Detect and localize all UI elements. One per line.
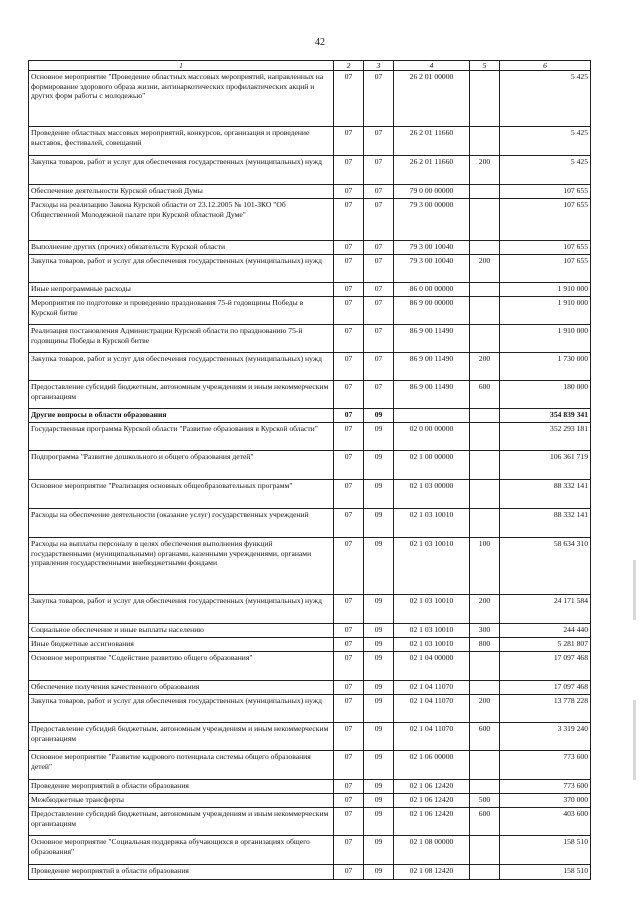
row-target-article: 86 9 00 11490 bbox=[394, 325, 470, 353]
row-expense-type bbox=[470, 199, 500, 241]
row-name: Закупка товаров, работ и услуг для обеспечения государственных (муниципальных) нужд bbox=[29, 156, 334, 185]
row-name: Предоставление субсидий бюджетным, автономным учреждениям и иным некоммерческим организациям bbox=[29, 808, 334, 836]
row-expense-type: 100 bbox=[470, 538, 500, 595]
row-section: 07 bbox=[334, 325, 364, 353]
row-expense-type: 800 bbox=[470, 638, 500, 652]
row-name: Иные бюджетные ассигнования bbox=[29, 638, 334, 652]
table-row bbox=[29, 780, 591, 794]
row-section: 07 bbox=[334, 381, 364, 409]
row-name: Проведение мероприятий в области образования bbox=[29, 780, 334, 794]
row-expense-type: 600 bbox=[470, 723, 500, 751]
row-expense-type: 300 bbox=[470, 624, 500, 638]
row-section: 07 bbox=[334, 480, 364, 509]
row-amount: 107 655 bbox=[500, 199, 591, 241]
row-subsection: 09 bbox=[364, 865, 394, 880]
row-section: 07 bbox=[334, 652, 364, 681]
row-expense-type bbox=[470, 71, 500, 127]
row-section: 07 bbox=[334, 509, 364, 538]
row-section: 07 bbox=[334, 751, 364, 780]
row-subsection: 09 bbox=[364, 638, 394, 652]
row-target-article: 02 1 06 00000 bbox=[394, 751, 470, 780]
row-amount: 17 097 468 bbox=[500, 681, 591, 695]
row-target-article: 86 0 00 00000 bbox=[394, 283, 470, 297]
header-col-subsection: 3 bbox=[364, 61, 394, 71]
row-subsection: 09 bbox=[364, 624, 394, 638]
row-target-article: 26 2 01 11660 bbox=[394, 127, 470, 156]
row-subsection: 07 bbox=[364, 199, 394, 241]
row-target-article: 02 1 03 10010 bbox=[394, 638, 470, 652]
row-amount: 107 655 bbox=[500, 241, 591, 255]
row-section: 07 bbox=[334, 241, 364, 255]
row-target-article: 02 1 08 00000 bbox=[394, 836, 470, 865]
row-subsection: 09 bbox=[364, 681, 394, 695]
scan-edge-mark bbox=[633, 700, 636, 780]
row-expense-type bbox=[470, 185, 500, 199]
row-amount: 1 910 000 bbox=[500, 297, 591, 325]
row-target-article: 79 3 00 00000 bbox=[394, 199, 470, 241]
table-row bbox=[29, 595, 591, 624]
row-name: Основное мероприятие "Содействие развитию общего образования" bbox=[29, 652, 334, 681]
row-name: Основное мероприятие "Социальная поддержка обучающихся в организациях общего образования" bbox=[29, 836, 334, 865]
row-expense-type: 600 bbox=[470, 808, 500, 836]
row-section: 07 bbox=[334, 780, 364, 794]
row-target-article: 02 1 04 11070 bbox=[394, 695, 470, 723]
row-amount: 107 655 bbox=[500, 185, 591, 199]
row-expense-type: 200 bbox=[470, 595, 500, 624]
row-subsection: 07 bbox=[364, 297, 394, 325]
header-col-section: 2 bbox=[334, 61, 364, 71]
row-subsection: 09 bbox=[364, 836, 394, 865]
row-section: 07 bbox=[334, 794, 364, 808]
row-name: Социальное обеспечение и иные выплаты населению bbox=[29, 624, 334, 638]
table-row bbox=[29, 794, 591, 808]
row-expense-type bbox=[470, 509, 500, 538]
row-section: 07 bbox=[334, 595, 364, 624]
table-row bbox=[29, 297, 591, 325]
row-subsection: 09 bbox=[364, 409, 394, 423]
table-row bbox=[29, 156, 591, 185]
row-target-article: 02 1 06 12420 bbox=[394, 780, 470, 794]
row-section: 07 bbox=[334, 695, 364, 723]
row-target-article bbox=[394, 409, 470, 423]
row-subsection: 09 bbox=[364, 652, 394, 681]
row-name: Реализация постановления Администрации Курской области по празднованию 75-й годовщины Победы в Курской битве bbox=[29, 325, 334, 353]
row-amount: 403 600 bbox=[500, 808, 591, 836]
row-expense-type bbox=[470, 325, 500, 353]
table-row bbox=[29, 71, 591, 127]
table-row bbox=[29, 325, 591, 353]
row-amount: 1 910 000 bbox=[500, 283, 591, 297]
row-expense-type: 500 bbox=[470, 794, 500, 808]
header-col-amount: 6 bbox=[500, 61, 591, 71]
row-target-article: 02 1 04 11070 bbox=[394, 723, 470, 751]
table-row bbox=[29, 695, 591, 723]
table-row bbox=[29, 624, 591, 638]
row-subsection: 09 bbox=[364, 723, 394, 751]
row-expense-type bbox=[470, 127, 500, 156]
row-amount: 24 171 584 bbox=[500, 595, 591, 624]
table-row bbox=[29, 865, 591, 880]
row-target-article: 79 3 00 10040 bbox=[394, 241, 470, 255]
row-name: Обеспечение деятельности Курской областной Думы bbox=[29, 185, 334, 199]
row-name: Предоставление субсидий бюджетным, автономным учреждениям и иным некоммерческим организациям bbox=[29, 723, 334, 751]
row-expense-type bbox=[470, 451, 500, 480]
row-target-article: 02 1 08 12420 bbox=[394, 865, 470, 880]
row-expense-type: 200 bbox=[470, 695, 500, 723]
row-target-article: 02 1 00 00000 bbox=[394, 451, 470, 480]
row-expense-type bbox=[470, 681, 500, 695]
row-name: Обеспечение получения качественного образования bbox=[29, 681, 334, 695]
row-name: Расходы на реализацию Закона Курской области от 23.12.2005 № 101-ЗКО "Об Общественной Молодежной палате при Курской областной Думе" bbox=[29, 199, 334, 241]
table-row bbox=[29, 283, 591, 297]
row-section: 07 bbox=[334, 638, 364, 652]
row-subsection: 09 bbox=[364, 480, 394, 509]
row-amount: 106 361 719 bbox=[500, 451, 591, 480]
row-target-article: 02 1 06 12420 bbox=[394, 794, 470, 808]
row-name: Основное мероприятие "Развитие кадрового потенциала системы общего образования детей" bbox=[29, 751, 334, 780]
table-row bbox=[29, 185, 591, 199]
row-name: Расходы на выплаты персоналу в целях обеспечения выполнения функций государственными (муниципальными) органами, казенными учреждениями, органами управления государственными внебюджетными фондами bbox=[29, 538, 334, 595]
row-amount: 158 510 bbox=[500, 865, 591, 880]
row-target-article: 02 1 03 10010 bbox=[394, 538, 470, 595]
row-section: 07 bbox=[334, 409, 364, 423]
table-row bbox=[29, 199, 591, 241]
row-amount: 107 655 bbox=[500, 255, 591, 283]
row-name: Закупка товаров, работ и услуг для обеспечения государственных (муниципальных) нужд bbox=[29, 695, 334, 723]
budget-table bbox=[28, 60, 591, 880]
row-expense-type: 600 bbox=[470, 381, 500, 409]
table-row bbox=[29, 538, 591, 595]
row-expense-type: 200 bbox=[470, 353, 500, 381]
row-expense-type bbox=[470, 751, 500, 780]
row-subsection: 07 bbox=[364, 156, 394, 185]
row-amount: 370 000 bbox=[500, 794, 591, 808]
table-row bbox=[29, 255, 591, 283]
row-subsection: 07 bbox=[364, 325, 394, 353]
page-number: 42 bbox=[315, 37, 325, 48]
row-expense-type bbox=[470, 480, 500, 509]
row-target-article: 86 9 00 11490 bbox=[394, 353, 470, 381]
row-section: 07 bbox=[334, 353, 364, 381]
row-subsection: 09 bbox=[364, 808, 394, 836]
row-subsection: 07 bbox=[364, 353, 394, 381]
table-row bbox=[29, 808, 591, 836]
row-target-article: 02 0 00 00000 bbox=[394, 423, 470, 451]
row-name: Проведение мероприятий в области образования bbox=[29, 865, 334, 880]
row-name: Закупка товаров, работ и услуг для обеспечения государственных (муниципальных) нужд bbox=[29, 255, 334, 283]
row-section: 07 bbox=[334, 865, 364, 880]
row-section: 07 bbox=[334, 71, 364, 127]
row-subsection: 07 bbox=[364, 71, 394, 127]
row-name: Основное мероприятие "Проведение областных массовых мероприятий, направленных на формирование здорового образа жизни, антинаркотических профилактических акций и других форм работы с молодежью" bbox=[29, 71, 334, 127]
row-amount: 5 425 bbox=[500, 71, 591, 127]
row-section: 07 bbox=[334, 538, 364, 595]
row-amount: 13 778 228 bbox=[500, 695, 591, 723]
row-expense-type bbox=[470, 423, 500, 451]
row-target-article: 02 1 03 10010 bbox=[394, 624, 470, 638]
row-subsection: 07 bbox=[364, 255, 394, 283]
row-expense-type bbox=[470, 241, 500, 255]
row-subsection: 09 bbox=[364, 695, 394, 723]
row-amount: 88 332 141 bbox=[500, 480, 591, 509]
row-subsection: 09 bbox=[364, 509, 394, 538]
row-target-article: 79 0 00 00000 bbox=[394, 185, 470, 199]
row-name: Подпрограмма "Развитие дошкольного и общего образования детей" bbox=[29, 451, 334, 480]
table-row bbox=[29, 836, 591, 865]
row-subsection: 09 bbox=[364, 538, 394, 595]
row-amount: 5 425 bbox=[500, 156, 591, 185]
table-row bbox=[29, 480, 591, 509]
scan-edge-mark bbox=[633, 560, 636, 620]
row-target-article: 02 1 04 11070 bbox=[394, 681, 470, 695]
row-subsection: 09 bbox=[364, 423, 394, 451]
table-row bbox=[29, 652, 591, 681]
row-section: 07 bbox=[334, 255, 364, 283]
row-target-article: 02 1 03 00000 bbox=[394, 480, 470, 509]
table-row bbox=[29, 127, 591, 156]
row-subsection: 07 bbox=[364, 241, 394, 255]
row-amount: 352 293 181 bbox=[500, 423, 591, 451]
row-target-article: 02 1 06 12420 bbox=[394, 808, 470, 836]
row-expense-type bbox=[470, 409, 500, 423]
row-section: 07 bbox=[334, 423, 364, 451]
row-subsection: 07 bbox=[364, 185, 394, 199]
table-row bbox=[29, 723, 591, 751]
row-amount: 158 510 bbox=[500, 836, 591, 865]
table-row bbox=[29, 638, 591, 652]
table-row bbox=[29, 241, 591, 255]
header-col-expense-type: 5 bbox=[470, 61, 500, 71]
row-name: Предоставление субсидий бюджетным, автономным учреждениям и иным некоммерческим организациям bbox=[29, 381, 334, 409]
row-expense-type bbox=[470, 865, 500, 880]
row-amount: 1 730 000 bbox=[500, 353, 591, 381]
row-name: Расходы на обеспечение деятельности (оказание услуг) государственных учреждений bbox=[29, 509, 334, 538]
table-row bbox=[29, 423, 591, 451]
row-section: 07 bbox=[334, 156, 364, 185]
row-section: 07 bbox=[334, 836, 364, 865]
row-section: 07 bbox=[334, 681, 364, 695]
row-amount: 773 600 bbox=[500, 780, 591, 794]
row-section: 07 bbox=[334, 199, 364, 241]
row-section: 07 bbox=[334, 723, 364, 751]
row-subsection: 09 bbox=[364, 595, 394, 624]
row-target-article: 02 1 03 10010 bbox=[394, 595, 470, 624]
row-amount: 773 600 bbox=[500, 751, 591, 780]
row-name: Проведение областных массовых мероприятий, конкурсов, организация и проведение выставок, фестивалей, совещаний bbox=[29, 127, 334, 156]
row-section: 07 bbox=[334, 451, 364, 480]
row-expense-type: 200 bbox=[470, 255, 500, 283]
row-name: Закупка товаров, работ и услуг для обеспечения государственных (муниципальных) нужд bbox=[29, 595, 334, 624]
row-name: Выполнение других (прочих) обязательств Курской области bbox=[29, 241, 334, 255]
table-row bbox=[29, 751, 591, 780]
row-expense-type bbox=[470, 297, 500, 325]
row-amount: 17 097 468 bbox=[500, 652, 591, 681]
row-name: Закупка товаров, работ и услуг для обеспечения государственных (муниципальных) нужд bbox=[29, 353, 334, 381]
row-amount: 3 319 240 bbox=[500, 723, 591, 751]
row-subsection: 09 bbox=[364, 751, 394, 780]
header-col-target-article: 4 bbox=[394, 61, 470, 71]
row-name: Основное мероприятие "Реализация основных общеобразовательных программ" bbox=[29, 480, 334, 509]
row-section: 07 bbox=[334, 297, 364, 325]
table-row bbox=[29, 509, 591, 538]
row-subsection: 09 bbox=[364, 780, 394, 794]
row-subsection: 09 bbox=[364, 451, 394, 480]
table-row bbox=[29, 381, 591, 409]
row-amount: 88 332 141 bbox=[500, 509, 591, 538]
row-section: 07 bbox=[334, 185, 364, 199]
row-name: Иные непрограммные расходы bbox=[29, 283, 334, 297]
row-name: Межбюджетные трансферты bbox=[29, 794, 334, 808]
row-section: 07 bbox=[334, 283, 364, 297]
row-name: Мероприятия по подготовке и проведению празднования 75-й годовщины Победы в Курской битве bbox=[29, 297, 334, 325]
row-subsection: 07 bbox=[364, 381, 394, 409]
table-row bbox=[29, 681, 591, 695]
row-name: Другие вопросы в области образования bbox=[29, 409, 334, 423]
row-expense-type: 200 bbox=[470, 156, 500, 185]
row-subsection: 09 bbox=[364, 794, 394, 808]
table-row bbox=[29, 353, 591, 381]
row-target-article: 02 1 03 10010 bbox=[394, 509, 470, 538]
row-target-article: 86 9 00 00000 bbox=[394, 297, 470, 325]
row-amount: 180 000 bbox=[500, 381, 591, 409]
row-section: 07 bbox=[334, 808, 364, 836]
row-amount: 58 634 310 bbox=[500, 538, 591, 595]
table-row bbox=[29, 409, 591, 423]
row-name: Государственная программа Курской области "Развитие образования в Курской области" bbox=[29, 423, 334, 451]
row-amount: 1 910 000 bbox=[500, 325, 591, 353]
row-amount: 354 839 341 bbox=[500, 409, 591, 423]
row-subsection: 07 bbox=[364, 127, 394, 156]
row-expense-type bbox=[470, 283, 500, 297]
row-target-article: 26 2 01 11660 bbox=[394, 156, 470, 185]
row-section: 07 bbox=[334, 127, 364, 156]
row-amount: 244 440 bbox=[500, 624, 591, 638]
table-row bbox=[29, 451, 591, 480]
row-expense-type bbox=[470, 836, 500, 865]
table-header-row bbox=[29, 61, 591, 71]
row-expense-type bbox=[470, 652, 500, 681]
table-body bbox=[29, 71, 591, 880]
row-target-article: 86 9 00 11490 bbox=[394, 381, 470, 409]
row-amount: 5 281 807 bbox=[500, 638, 591, 652]
row-section: 07 bbox=[334, 624, 364, 638]
row-target-article: 79 3 00 10040 bbox=[394, 255, 470, 283]
row-expense-type bbox=[470, 780, 500, 794]
row-subsection: 07 bbox=[364, 283, 394, 297]
row-target-article: 26 2 01 00000 bbox=[394, 71, 470, 127]
row-amount: 5 425 bbox=[500, 127, 591, 156]
header-col-name: 1 bbox=[29, 61, 334, 71]
row-target-article: 02 1 04 00000 bbox=[394, 652, 470, 681]
